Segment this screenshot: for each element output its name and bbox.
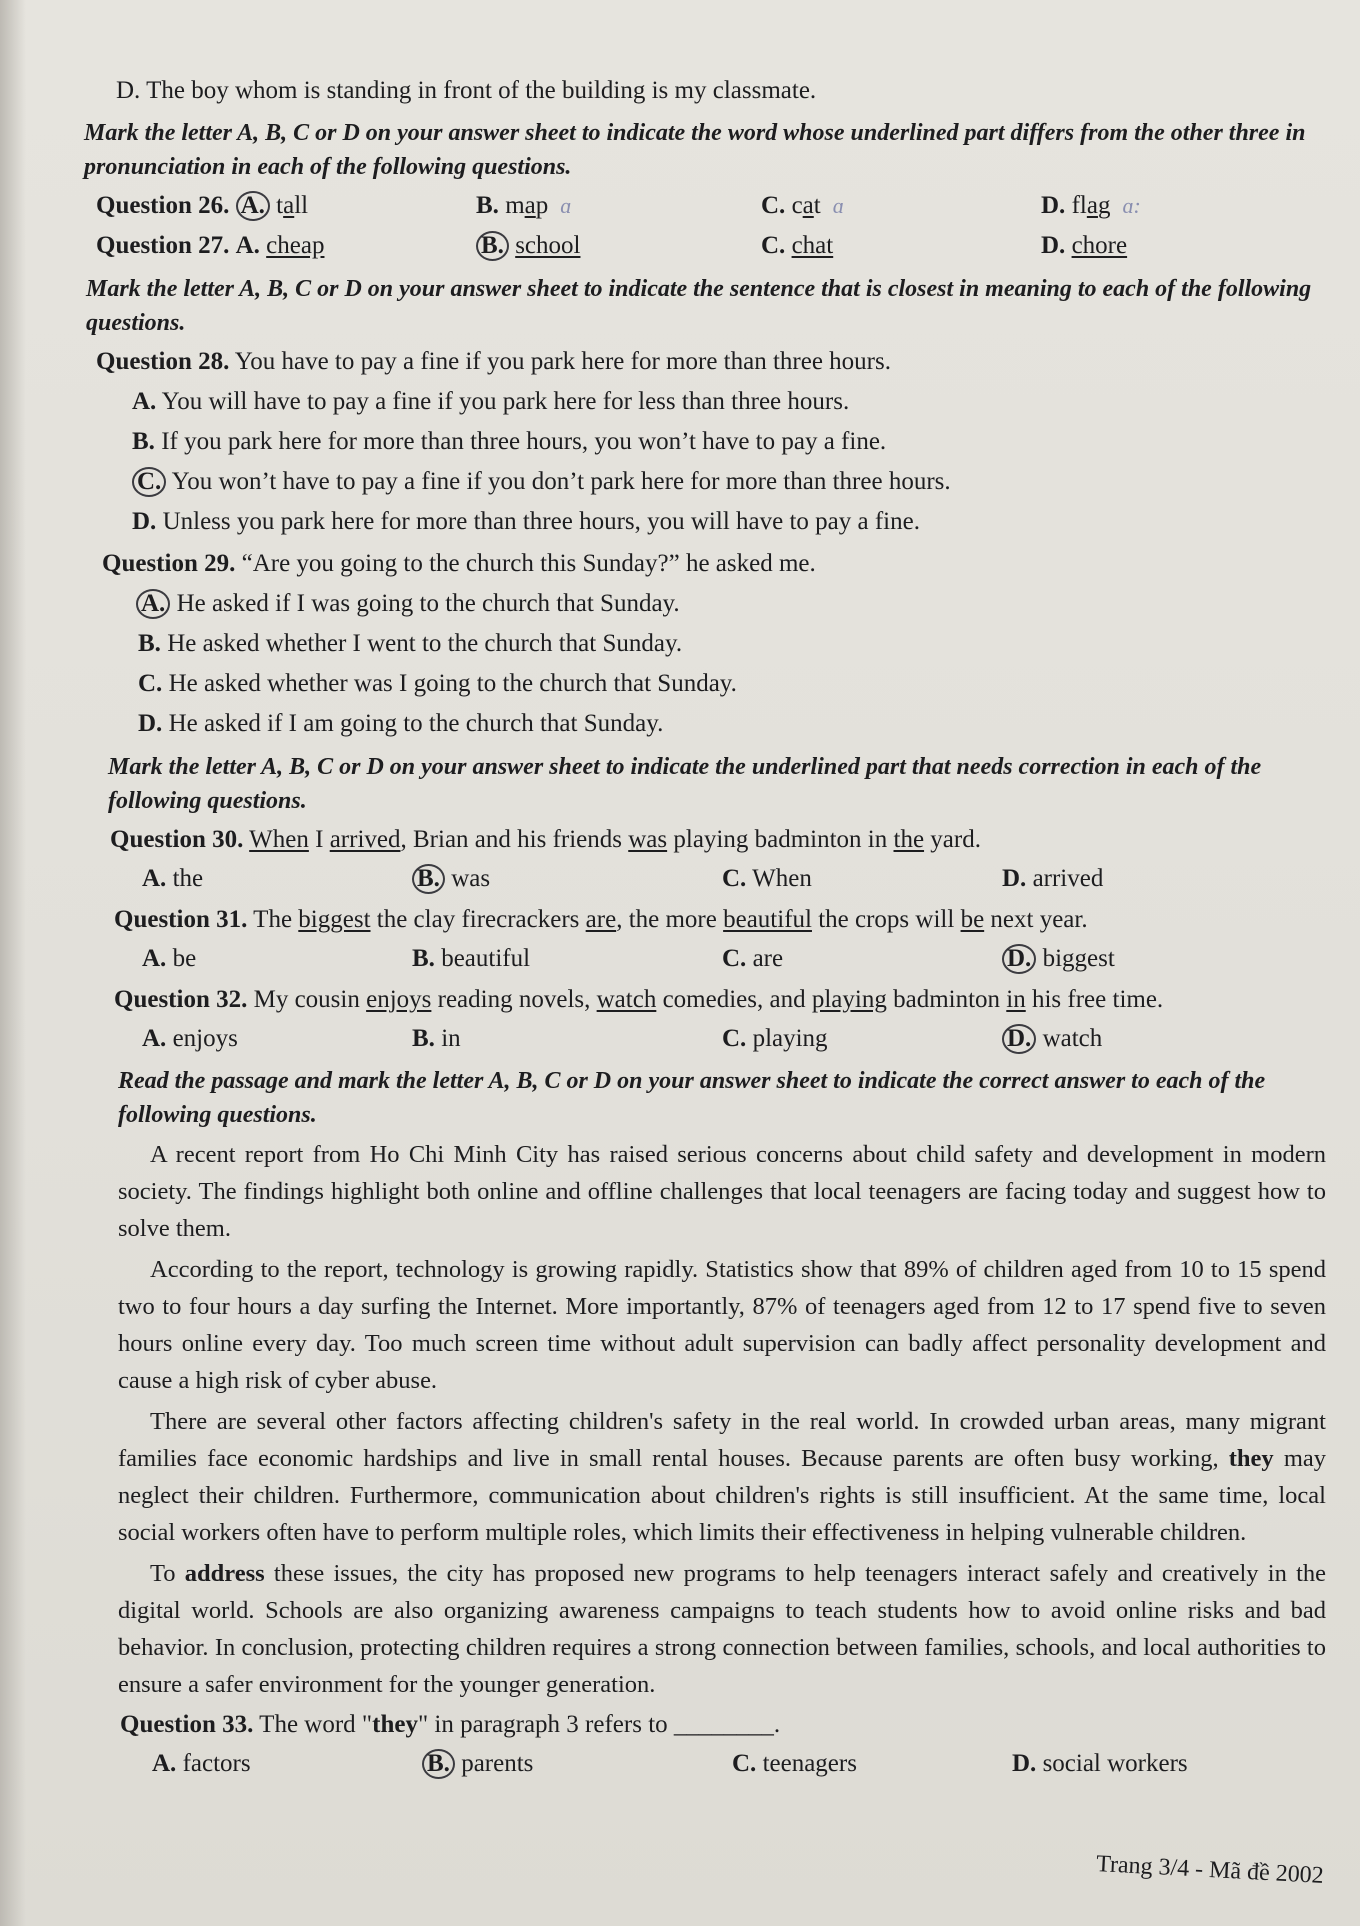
reading-instruction: Read the passage and mark the letter A, B, C or D on your answer sheet to indicate the correct answer to each of the following questions. [118, 1068, 1266, 1128]
question-28-option-d: D. Unless you park here for more than three hours, you will have to pay a fine. [132, 508, 920, 535]
option-d-text: flag [1071, 192, 1111, 219]
question-32-stem: Question 32. My cousin enjoys reading novels, watch comedies, and playing badminton in his free time. [114, 986, 1164, 1013]
question-30-stem: Question 30. When I arrived, Brian and his friends was playing badminton in the yard. [110, 826, 981, 853]
question-29-option-a: A. He asked if I was going to the church that Sunday. [96, 584, 1326, 624]
handwritten-note: ɑ: [1122, 193, 1141, 218]
page-edge-shadow [0, 0, 26, 1926]
question-29-stem: Question 29. “Are you going to the church this Sunday?” he asked me. [102, 550, 816, 577]
question-29-option-c: C. He asked whether was I going to the church that Sunday. [138, 670, 737, 697]
question-32-options: A. enjoys B. in C. playing D. watch [142, 1025, 1103, 1052]
pronunciation-instruction: Mark the letter A, B, C or D on your answer sheet to indicate the word whose underlined part differs from the other three in pronunciation in each of the following questions. [84, 120, 1306, 180]
page-content [84, 72, 1327, 1783]
passage-paragraph-4: To address these issues, the city has proposed new programs to help teenagers interact safely and creatively in the digital world. Schools are also organizing awareness campaigns to teach students how to avoid online risks and bad behavior. In conclusion, protecting children requires a strong connection between families, schools, and local authorities to ensure a safer environment for the younger generation. [118, 1560, 1326, 1698]
option-c-text: cat [791, 192, 821, 219]
circled-answer-c: C. [132, 467, 166, 497]
handwritten-note: ɑ [832, 193, 844, 218]
question-30-options: A. the B. was C. When D. arrived [142, 865, 1104, 892]
correction-instruction: Mark the letter A, B, C or D on your answer sheet to indicate the underlined part that needs correction in each of the following questions. [108, 754, 1262, 814]
question-33-options: A. factors B. parents C. teenagers D. social workers [152, 1750, 1188, 1777]
previous-question-option-d: D. The boy whom is standing in front of the building is my classmate. [116, 77, 817, 104]
question-26: Question 26. A. tall B. map ɑ C. cat ɑ D. flag ɑ: [96, 192, 1141, 219]
closest-meaning-instruction: Mark the letter A, B, C or D on your answer sheet to indicate the sentence that is closest in meaning to each of the following questions. [86, 276, 1312, 336]
passage-paragraph-2: According to the report, technology is growing rapidly. Statistics show that 89% of children aged from 10 to 15 spend two to four hours a day surfing the Internet. More importantly, 87% of teenagers aged from 12 to 17 spend five to seven hours online every day. Too much screen time without adult supervision can badly affect personality development and cause a high risk of cyber abuse. [118, 1256, 1326, 1394]
reading-passage [96, 1136, 1326, 1703]
question-label: Question 26. [96, 192, 230, 219]
handwritten-note: ɑ [560, 193, 572, 218]
question-28-option-a: A. You will have to pay a fine if you park here for less than three hours. [132, 388, 850, 415]
option-d-text: chore [1071, 232, 1128, 259]
question-33-stem: Question 33. The word "they" in paragraph 3 refers to ________. [120, 1711, 781, 1738]
circled-answer-d: D. [1002, 944, 1036, 974]
option-c-text: chat [791, 232, 834, 259]
circled-answer-a: A. [136, 589, 170, 619]
passage-paragraph-3: There are several other factors affecting children's safety in the real world. In crowded urban areas, many migrant families face economic hardships and live in small rental houses. Because parents are often busy working, they may neglect their children. Furthermore, communication about children's rights is still insufficient. At the same time, local social workers often have to perform multiple roles, which limits their effectiveness in helping vulnerable children. [118, 1408, 1327, 1546]
question-label: Question 27. [96, 232, 230, 259]
circled-answer-b: B. [412, 864, 445, 894]
question-29-option-d: D. He asked if I am going to the church that Sunday. [138, 710, 664, 737]
question-28-stem: Question 28. You have to pay a fine if you park here for more than three hours. [96, 348, 891, 375]
question-28-option-b: B. If you park here for more than three hours, you won’t have to pay a fine. [132, 428, 887, 455]
option-a-text: cheap [266, 232, 325, 259]
question-29-option-b: B. He asked whether I went to the church that Sunday. [138, 630, 683, 657]
question-31-options: A. be B. beautiful C. are D. biggest [142, 945, 1115, 972]
passage-paragraph-1: A recent report from Ho Chi Minh City has raised serious concerns about child safety and development in modern society. The findings highlight both online and offline challenges that local teenagers are facing today and suggest how to solve them. [118, 1141, 1326, 1242]
circled-answer-d: D. [1002, 1024, 1036, 1054]
circled-answer-b: B. [422, 1749, 455, 1779]
page-footer: Trang 3/4 - Mã đề 2002 [1095, 1851, 1325, 1889]
option-b-text: school [515, 232, 581, 259]
question-31-stem: Question 31. The biggest the clay firecrackers are, the more beautiful the crops will be next year. [114, 906, 1088, 933]
circled-answer-b: B. [476, 231, 509, 261]
option-b-text: map [505, 192, 549, 219]
question-28-option-c: C. You won’t have to pay a fine if you don’t park here for more than three hours. [96, 462, 1326, 502]
question-27: Question 27. A. cheap B. school C. chat D. chore [96, 232, 1128, 259]
circled-answer-a: A. [236, 191, 270, 221]
option-a-text: tall [276, 192, 309, 219]
